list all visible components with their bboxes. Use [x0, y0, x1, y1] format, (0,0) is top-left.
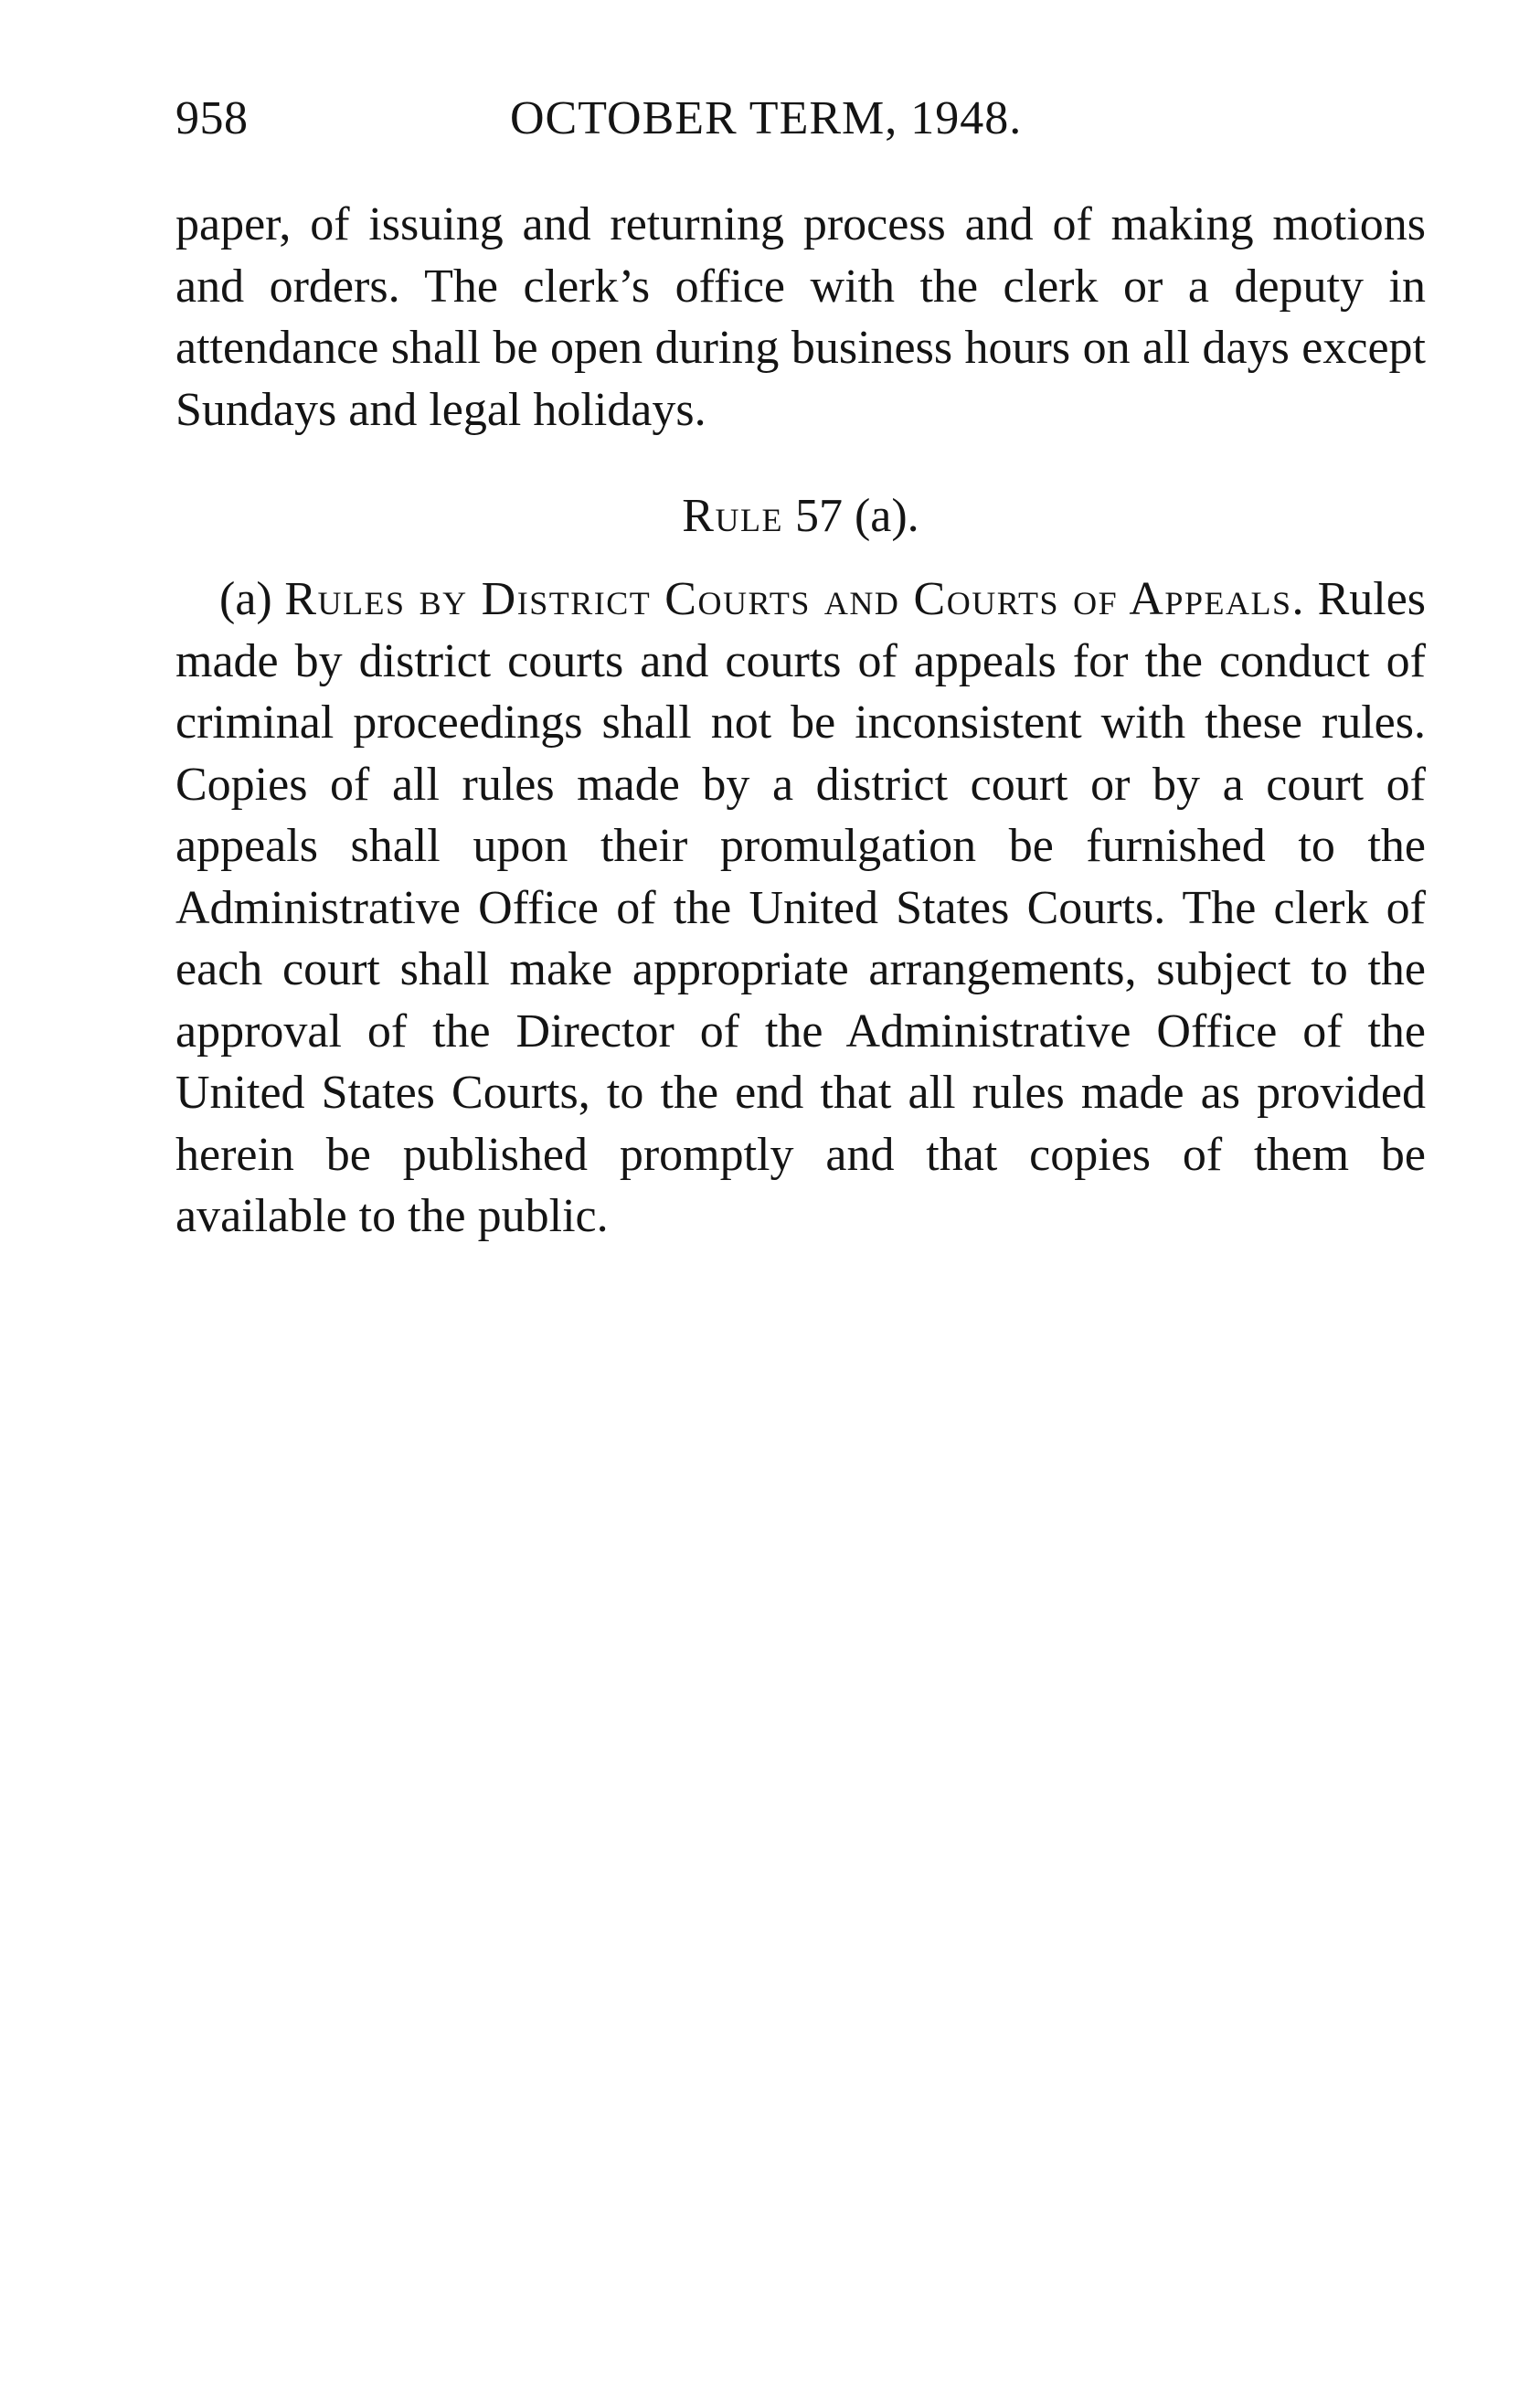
- rule-heading: [175, 484, 1426, 548]
- running-head: [175, 87, 1426, 151]
- rule-caption: Rules by District Courts and Courts of Appeals.: [284, 573, 1305, 625]
- rule-paragraph: [175, 569, 1426, 1248]
- page-number: 958: [175, 92, 249, 144]
- term-title: OCTOBER TERM, 1948.: [510, 92, 1023, 144]
- rule-heading-label: Rule: [682, 490, 783, 542]
- subsection-marker: (a): [219, 573, 272, 625]
- rule-body-text: Rules made by district courts and courts of appeals for the conduct of criminal proceedings shall not be inconsistent with these rules. Copies of all rules made by a district court or by a court of appeals shall upon their promulgation be furnished to the Administrative Office of the United States Courts. The clerk of each court shall make appropriate arrangements, subject to the approval of the Director of the Administrative Office of the United States Courts, to the end that all rules made as provided herein be published promptly and that copies of them be available to the public.: [175, 573, 1427, 1242]
- rule-heading-number: 57 (a).: [794, 490, 919, 542]
- continued-paragraph: paper, of issuing and returning process and of making motions and orders. The clerk’s office with the clerk or a deputy in attendance shall be open during business hours on all days except Sundays and legal holidays.: [175, 198, 1426, 436]
